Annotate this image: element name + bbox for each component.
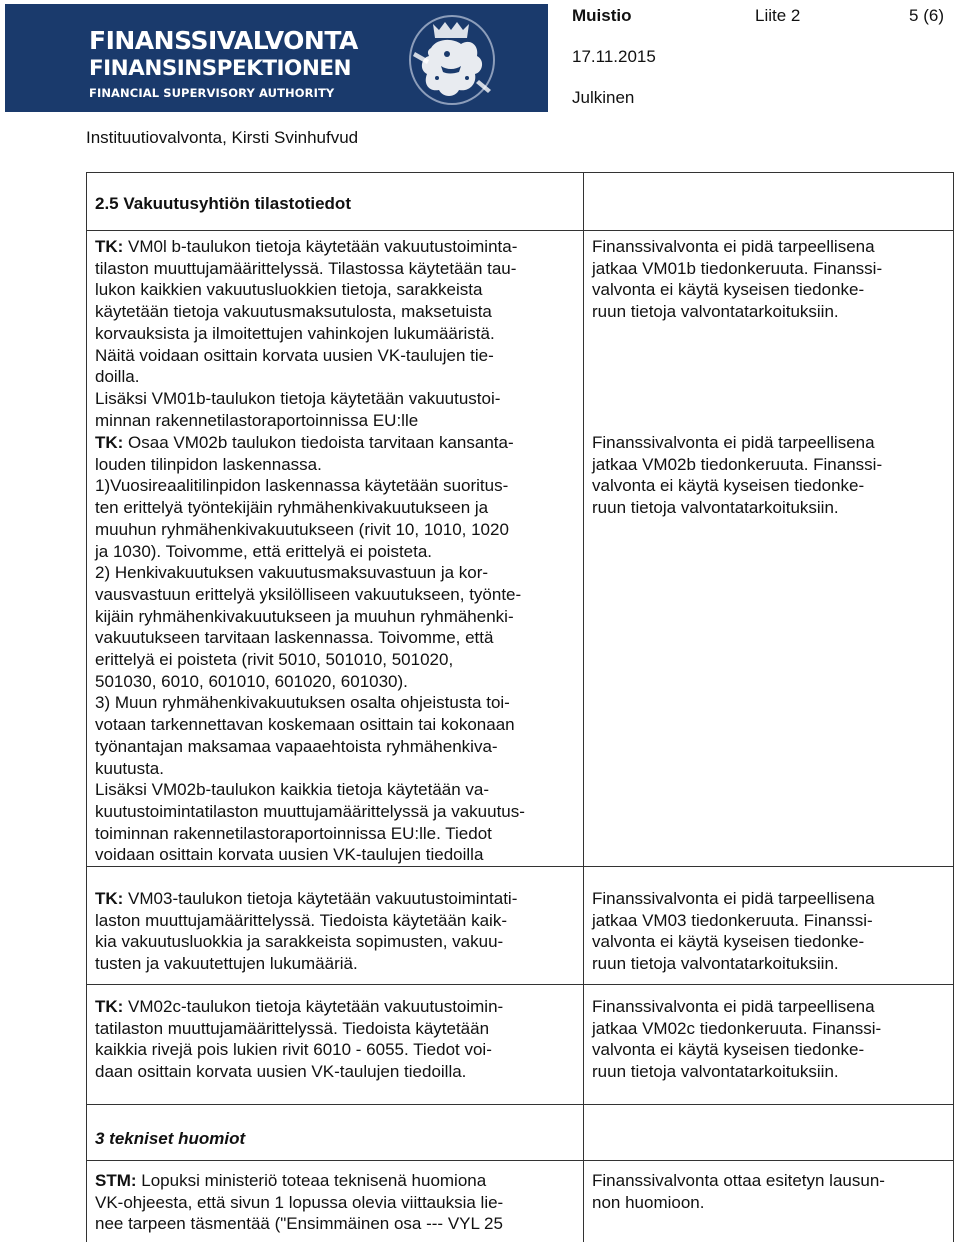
cell-line: muuhun ryhmähenkivakuutukseen (rivit 10, 1010, 1020	[95, 519, 509, 539]
cell-line: laston muuttujamäärittelyssä. Tiedoista käytetään kaik-	[95, 910, 507, 930]
table-border-top	[86, 172, 954, 173]
cell-line: Lisäksi VM01b-taulukon tietoja käytetään vakuutustoi-	[95, 388, 501, 408]
table-divider	[86, 1160, 954, 1161]
cell-line: korvauksista ja ilmoitettujen vahinkojen lukumääristä.	[95, 323, 495, 343]
cell-line: ruun tietoja valvontatarkoituksiin.	[592, 954, 839, 974]
cell-line: vakuutukseen tarvitaan laskennassa. Toivomme, että	[95, 628, 494, 648]
page-number: 5 (6)	[909, 6, 944, 25]
cell-line: tusten ja vakuutettujen lukumääriä.	[95, 954, 358, 974]
cell-line: doilla.	[95, 367, 140, 387]
table-divider	[86, 866, 954, 867]
cell-text: Osaa VM02b taulukon tiedoista tarvitaan kansanta-	[123, 433, 514, 452]
table-row-left-cell	[95, 996, 503, 1083]
logo-line-en: FINANCIAL SUPERVISORY AUTHORITY	[89, 85, 335, 100]
logo-line-fi: FINANSSIVALVONTA	[89, 26, 358, 55]
table-column-divider	[583, 172, 584, 1242]
cell-line: lukon kaikkien vakuutusluokkien tietoja, sarakkeista	[95, 280, 483, 300]
cell-line: erittelyä ei poisteta (rivit 5010, 501010, 501020,	[95, 650, 454, 670]
cell-line: valvonta ei käytä kyseisen tiedonke-	[592, 280, 865, 300]
section-heading: 3 tekniset huomiot	[95, 1129, 246, 1148]
cell-line: ruun tietoja valvontatarkoituksiin.	[592, 498, 839, 518]
cell-line: daan osittain korvata uusien VK-taulujen tiedoilla.	[95, 1062, 467, 1082]
cell-line: votaan tarkennettavan koskemaan osittain tai kokonaan	[95, 715, 515, 735]
lion-coat-of-arms-icon	[393, 8, 511, 109]
finanssivalvonta-logo	[5, 4, 548, 112]
cell-line: nee tarpeen täsmentää ("Ensimmäinen osa --- VYL 25	[95, 1214, 503, 1234]
table-row-left-cell	[95, 1170, 503, 1235]
cell-line: jatkaa VM02c tiedonkeruuta. Finanssi-	[592, 1018, 882, 1038]
organization-label: TK:	[95, 889, 124, 908]
document-type: Muistio	[572, 6, 632, 25]
logo-text	[89, 28, 358, 99]
cell-line: Finanssivalvonta ei pidä tarpeellisena	[592, 889, 875, 908]
comments-table	[86, 172, 954, 1242]
table-border-right	[953, 172, 954, 1242]
cell-line: tatilaston muuttujamäärittelyssä. Tiedoista käytetään	[95, 1018, 490, 1038]
cell-line	[95, 1170, 503, 1192]
organization-label: TK:	[95, 237, 124, 256]
cell-line: kuutustoimintatilaston muuttujamäärittelyssä ja vakuutus-	[95, 801, 525, 821]
cell-line: ruun tietoja valvontatarkoituksiin.	[592, 302, 839, 322]
cell-line	[95, 432, 525, 454]
cell-line: non huomioon.	[592, 1192, 705, 1212]
cell-line: ja 1030). Toivomme, että erittelyä ei poisteta.	[95, 541, 433, 561]
cell-line: louden tilinpidon laskennassa.	[95, 454, 322, 474]
cell-line: 501030, 6010, 601010, 601020, 601030).	[95, 671, 408, 691]
cell-line: käytetään tietoja vakuutusmaksutulosta, maksetuista	[95, 302, 492, 322]
cell-line: Finanssivalvonta ei pidä tarpeellisena	[592, 997, 875, 1016]
cell-line: kuutusta.	[95, 758, 164, 778]
table-border-left	[86, 172, 87, 1242]
organization-label: TK:	[95, 997, 124, 1016]
attachment-label: Liite 2	[755, 6, 801, 25]
cell-line: Lisäksi VM02b-taulukon kaikkia tietoja käytetään va-	[95, 780, 490, 800]
cell-line: 1)Vuosireaalitilinpidon laskennassa käytetään suoritus-	[95, 476, 509, 496]
classification: Julkinen	[572, 88, 635, 107]
cell-line: jatkaa VM02b tiedonkeruuta. Finanssi-	[592, 454, 883, 474]
organization-label: STM:	[95, 1171, 137, 1190]
department-author: Instituutiovalvonta, Kirsti Svinhufvud	[86, 128, 359, 147]
cell-text: Lopuksi ministeriö toteaa teknisenä huomiona	[136, 1171, 487, 1190]
table-row-left-cell	[95, 888, 517, 975]
cell-line: Finanssivalvonta ei pidä tarpeellisena	[592, 433, 875, 452]
cell-line: jatkaa VM01b tiedonkeruuta. Finanssi-	[592, 258, 883, 278]
cell-line: työnantajan maksamaa vapaaehtoista ryhmähenkiva-	[95, 736, 498, 756]
cell-line: tilaston muuttujamäärittelyssä. Tilastossa käytetään tau-	[95, 258, 517, 278]
table-divider	[86, 1104, 954, 1105]
table-row-right-cell	[592, 1170, 885, 1213]
table-divider	[86, 230, 954, 231]
cell-line: ruun tietoja valvontatarkoituksiin.	[592, 1062, 839, 1082]
cell-line	[95, 236, 517, 258]
table-divider	[86, 984, 954, 985]
cell-line: jatkaa VM03 tiedonkeruuta. Finanssi-	[592, 910, 873, 930]
table-row-left-cell	[95, 432, 525, 866]
cell-line: VK-ohjeesta, että sivun 1 lopussa olevia viittauksia lie-	[95, 1192, 504, 1212]
cell-line: minnan rakennetilastoraportoinnissa EU:lle	[95, 410, 419, 430]
cell-line: kijäin ryhmähenkivakuutukseen ja muuhun ryhmähenki-	[95, 606, 514, 626]
table-row-right-cell	[592, 236, 882, 323]
cell-line: Finanssivalvonta ei pidä tarpeellisena	[592, 237, 875, 256]
cell-line	[95, 996, 503, 1018]
cell-line: vausvastuun erittelyä yksilölliseen vakuutukseen, työnte-	[95, 584, 522, 604]
table-row-left-cell	[95, 236, 517, 431]
document-date: 17.11.2015	[572, 47, 656, 66]
logo-line-sv: FINANSINSPEKTIONEN	[89, 56, 351, 81]
cell-line: kia vakuutusluokkia ja sarakkeista sopimusten, vakuu-	[95, 932, 504, 952]
table-row-right-cell	[592, 888, 875, 975]
cell-line: 3) Muun ryhmähenkivakuutuksen osalta ohjeistusta toi-	[95, 693, 510, 713]
cell-line: valvonta ei käytä kyseisen tiedonke-	[592, 476, 865, 496]
cell-line: toiminnan rakennetilastoraportoinnissa EU:lle. Tiedot	[95, 823, 492, 843]
cell-line	[95, 888, 517, 910]
cell-text: VM0l b-taulukon tietoja käytetään vakuutustoiminta-	[123, 237, 518, 256]
cell-line: Finanssivalvonta ottaa esitetyn lausun-	[592, 1171, 885, 1190]
cell-line: ten erittelyä työntekijäin ryhmähenkivakuutukseen ja	[95, 498, 489, 518]
cell-text: VM03-taulukon tietoja käytetään vakuutustoimintati-	[123, 889, 518, 908]
cell-line: valvonta ei käytä kyseisen tiedonke-	[592, 1040, 865, 1060]
cell-line: valvonta ei käytä kyseisen tiedonke-	[592, 932, 865, 952]
table-row-right-cell	[592, 432, 882, 519]
organization-label: TK:	[95, 433, 124, 452]
section-heading: 2.5 Vakuutusyhtiön tilastotiedot	[95, 194, 351, 213]
cell-line: kaikkia rivejä pois lukien rivit 6010 - 6055. Tiedot voi-	[95, 1040, 492, 1060]
cell-line: 2) Henkivakuutuksen vakuutusmaksuvastuun ja kor-	[95, 563, 489, 583]
cell-line: voidaan osittain korvata uusien VK-taulujen tiedoilla	[95, 845, 484, 865]
cell-text: VM02c-taulukon tietoja käytetään vakuutustoimin-	[123, 997, 504, 1016]
table-row-right-cell	[592, 996, 881, 1083]
cell-line: Näitä voidaan osittain korvata uusien VK-taulujen tie-	[95, 345, 494, 365]
